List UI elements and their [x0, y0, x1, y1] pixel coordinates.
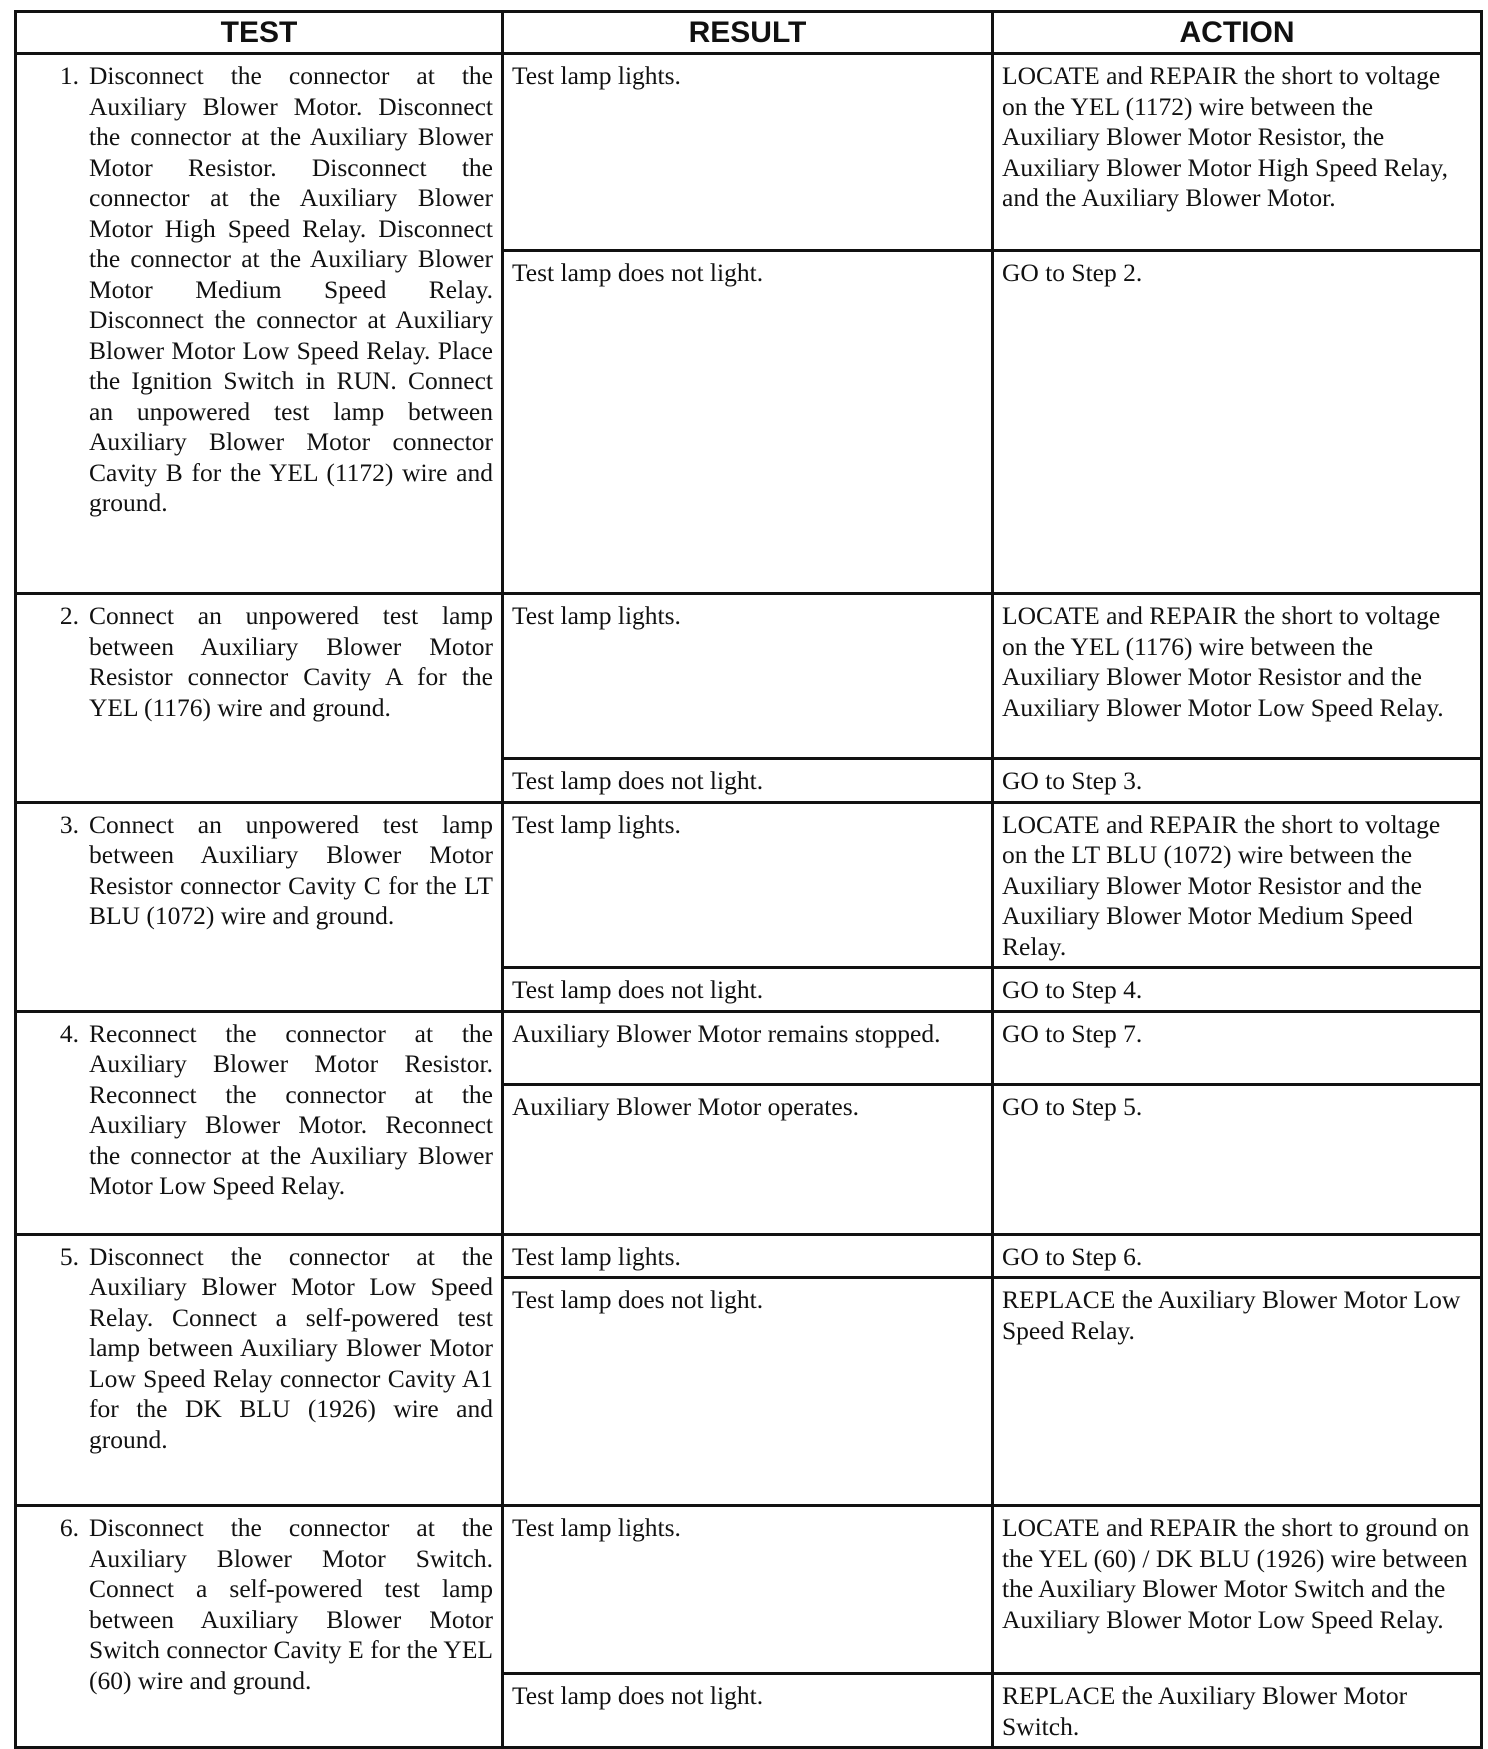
- step-2-action-1: LOCATE and REPAIR the short to voltage on the YEL (1176) wire between the Auxiliary Blower Motor Resistor and the Auxiliary Blower Motor Low Speed Relay.: [993, 594, 1482, 759]
- diagnostic-table: [14, 10, 1483, 1749]
- step-5-row-a: [16, 1234, 1482, 1278]
- step-5-result-1: Test lamp lights.: [503, 1234, 993, 1278]
- step-6-action-2: REPLACE the Auxiliary Blower Motor Switch.: [993, 1674, 1482, 1748]
- step-4-result-2: Auxiliary Blower Motor operates.: [503, 1084, 993, 1234]
- step-3-number: 3.: [59, 809, 79, 839]
- header-row: [16, 12, 1482, 54]
- step-3-result-1: Test lamp lights.: [503, 802, 993, 968]
- step-1-test-text: Disconnect the connector at the Auxiliary Blower Motor. Disconnect the connector at the Auxiliary Blower Motor Resistor. Disconnect the connector at the Auxiliary Blower Motor High Speed Relay. Disconnect the connector at the Auxiliary Blower Motor Medium Speed Relay. Disconnect the connector at Auxiliary Blower Motor Low Speed Relay. Place the Ignition Switch in RUN. Connect an unpowered test lamp between Auxiliary Blower Motor connector Cavity B for the YEL (1172) wire and ground.: [89, 61, 493, 517]
- step-4-result-1: Auxiliary Blower Motor remains stopped.: [503, 1011, 993, 1084]
- step-2-action-2: GO to Step 3.: [993, 759, 1482, 803]
- step-6-result-1: Test lamp lights.: [503, 1506, 993, 1674]
- step-6-number: 6.: [59, 1513, 79, 1542]
- step-3-action-1: LOCATE and REPAIR the short to voltage on the LT BLU (1072) wire between the Auxiliary Blower Motor Resistor and the Auxiliary Blower Motor Medium Speed Relay.: [993, 802, 1482, 968]
- step-3-action-2: GO to Step 4.: [993, 968, 1482, 1012]
- diagnostic-table-sheet: [14, 10, 1480, 1749]
- step-3-test-text: Connect an unpowered test lamp between Auxiliary Blower Motor Resistor connector Cavity C for the LT BLU (1072) wire and ground.: [89, 809, 493, 930]
- step-5-action-1: GO to Step 6.: [993, 1234, 1482, 1278]
- step-3-row-a: [16, 802, 1482, 968]
- step-1-action-1: LOCATE and REPAIR the short to voltage on the YEL (1172) wire between the Auxiliary Blower Motor Resistor, the Auxiliary Blower Motor High Speed Relay, and the Auxiliary Blower Motor.: [993, 54, 1482, 251]
- step-1-test-cell: [16, 54, 503, 594]
- step-2-test-cell: [16, 594, 503, 803]
- step-3-test-cell: [16, 802, 503, 1011]
- step-6-test-text: Disconnect the connector at the Auxiliary Blower Motor Switch. Connect a self-powered test lamp between Auxiliary Blower Motor Switch connector Cavity E for the YEL (60) wire and ground.: [89, 1513, 493, 1695]
- step-5-test-text: Disconnect the connector at the Auxiliary Blower Motor Low Speed Relay. Connect a self-powered test lamp between Auxiliary Blower Motor Low Speed Relay connector Cavity A1 for the DK BLU (1926) wire and ground.: [89, 1241, 493, 1454]
- step-6-row-a: [16, 1506, 1482, 1674]
- step-1-action-2: GO to Step 2.: [993, 251, 1482, 594]
- step-5-action-2: REPLACE the Auxiliary Blower Motor Low Speed Relay.: [993, 1278, 1482, 1506]
- step-2-result-1: Test lamp lights.: [503, 594, 993, 759]
- header-test: TEST: [16, 12, 503, 54]
- step-5-number: 5.: [59, 1241, 79, 1271]
- step-2-row-a: [16, 594, 1482, 759]
- step-6-result-2: Test lamp does not light.: [503, 1674, 993, 1748]
- header-action: ACTION: [993, 12, 1482, 54]
- step-5-result-2: Test lamp does not light.: [503, 1278, 993, 1506]
- step-2-result-2: Test lamp does not light.: [503, 759, 993, 803]
- step-1-number: 1.: [59, 61, 79, 90]
- step-6-action-1: LOCATE and REPAIR the short to ground on the YEL (60) / DK BLU (1926) wire between the Auxiliary Blower Motor Switch and the Auxiliary Blower Motor Low Speed Relay.: [993, 1506, 1482, 1674]
- step-4-action-1: GO to Step 7.: [993, 1011, 1482, 1084]
- step-4-test-cell: [16, 1011, 503, 1234]
- step-1-row-a: [16, 54, 1482, 251]
- step-4-test-text: Reconnect the connector at the Auxiliary Blower Motor Resistor. Reconnect the connector at the Auxiliary Blower Motor. Reconnect the connector at the Auxiliary Blower Motor Low Speed Relay.: [89, 1018, 493, 1200]
- step-6-test-cell: [16, 1506, 503, 1748]
- step-1-result-1: Test lamp lights.: [503, 54, 993, 251]
- step-5-test-cell: [16, 1234, 503, 1506]
- step-4-number: 4.: [59, 1018, 79, 1048]
- step-1-result-2: Test lamp does not light.: [503, 251, 993, 594]
- header-result: RESULT: [503, 12, 993, 54]
- step-2-number: 2.: [59, 601, 79, 630]
- step-2-test-text: Connect an unpowered test lamp between Auxiliary Blower Motor Resistor connector Cavity A for the YEL (1176) wire and ground.: [89, 601, 493, 722]
- step-4-row-a: [16, 1011, 1482, 1084]
- step-4-action-2: GO to Step 5.: [993, 1084, 1482, 1234]
- step-3-result-2: Test lamp does not light.: [503, 968, 993, 1012]
